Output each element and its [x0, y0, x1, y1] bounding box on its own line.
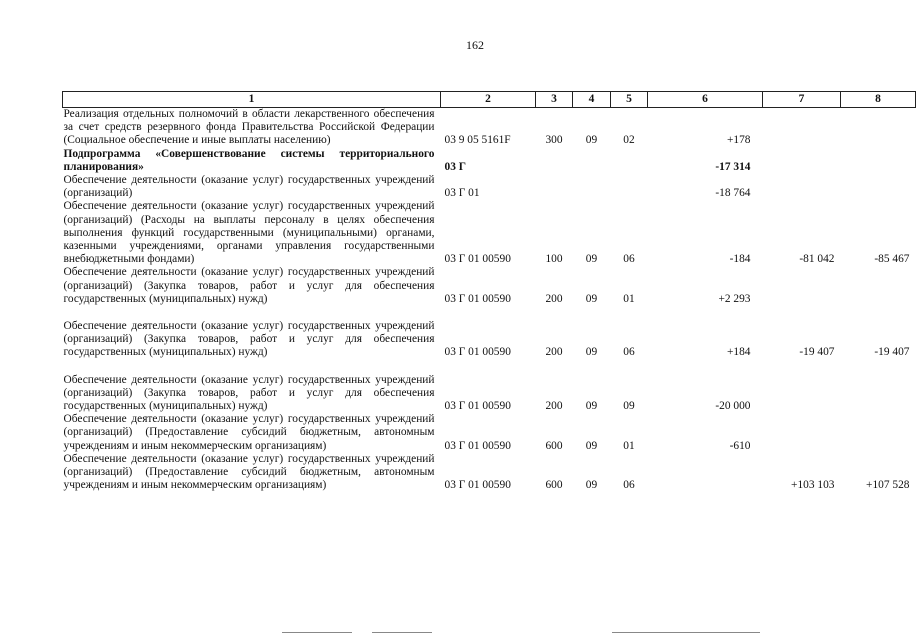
row-col5: 01: [623, 439, 635, 452]
column-header: 7: [763, 92, 841, 108]
row-col6: +2 293: [718, 292, 751, 305]
row-col8: [841, 374, 916, 414]
row-code: 03 Г: [444, 160, 466, 173]
column-header: 4: [573, 92, 611, 108]
row-code: 03 Г 01 00590: [444, 439, 511, 452]
column-header: 3: [536, 92, 573, 108]
column-header: 5: [611, 92, 648, 108]
row-col3: [536, 174, 573, 200]
row-col8: [841, 266, 916, 306]
row-col6: -610: [729, 439, 751, 452]
row-col6: +184: [726, 346, 751, 359]
spacer-cell: [63, 360, 916, 374]
row-col7: [763, 266, 841, 306]
table-header-row: [63, 92, 916, 108]
row-col8: -19 407: [874, 346, 910, 359]
row-col6: -17 314: [715, 160, 751, 173]
column-header: 2: [441, 92, 536, 108]
row-col4: 09: [585, 346, 598, 359]
page-number: 162: [466, 38, 484, 52]
row-col8: [841, 413, 916, 453]
row-code: 03 Г 01 00590: [444, 292, 511, 305]
row-col8: +107 528: [866, 479, 910, 492]
row-col4: 09: [585, 253, 598, 266]
row-col4: [573, 174, 611, 200]
row-col5: 06: [623, 253, 635, 266]
table-row: [63, 266, 916, 306]
row-col4: 09: [585, 134, 598, 147]
row-code: 03 Г 01 00590: [444, 253, 511, 266]
row-col3: [536, 148, 573, 174]
budget-table: [62, 91, 916, 492]
row-col3: 600: [545, 479, 563, 492]
row-name: Обеспечение деятельности (оказание услуг) государственных учреждений (организаций) (Предоставление субсидий бюджетным, автономным учреждениям и иным некоммерческим организациям): [63, 413, 435, 452]
row-col8: -85 467: [874, 253, 910, 266]
row-code: 03 9 05 5161F: [444, 134, 511, 147]
row-col6: +178: [726, 134, 751, 147]
row-col5: 09: [623, 400, 635, 413]
row-col3: 200: [545, 346, 563, 359]
footer-rule-left: [282, 632, 352, 633]
row-col7: -19 407: [799, 346, 835, 359]
row-col7: [763, 374, 841, 414]
row-col4: 09: [585, 479, 598, 492]
row-col5: 06: [623, 479, 635, 492]
row-name: Обеспечение деятельности (оказание услуг) государственных учреждений (организаций) (Расходы на выплаты персоналу в целях обеспечения выполнения функций государственными (муниципальными) органами, казенными учреждениями, органами управления государственными внебюджетными фондами): [63, 200, 435, 266]
table-row: [63, 320, 916, 360]
row-col5: 06: [623, 346, 635, 359]
row-code: 03 Г 01 00590: [444, 400, 511, 413]
row-spacer: [63, 360, 916, 374]
table-body: [63, 108, 916, 493]
row-col7: [763, 148, 841, 174]
row-col7: [763, 174, 841, 200]
row-col4: 09: [585, 439, 598, 452]
row-name: Реализация отдельных полномочий в области лекарственного обеспечения за счет средств резервного фонда Правительства Российской Федерации (Социальное обеспечение и иные выплаты населению): [63, 108, 435, 147]
row-col5: 02: [623, 134, 635, 147]
table-row: [63, 453, 916, 493]
row-col6: -20 000: [715, 400, 751, 413]
row-col8: [841, 174, 916, 200]
row-name: Обеспечение деятельности (оказание услуг) государственных учреждений (организаций) (Закупка товаров, работ и услуг для обеспечения государственных (муниципальных) нужд): [63, 320, 435, 359]
column-header: 1: [63, 92, 441, 108]
row-col3: 300: [545, 134, 563, 147]
row-col6: -184: [729, 253, 751, 266]
row-col7: [763, 413, 841, 453]
spacer-cell: [63, 306, 916, 320]
footer-rule-mid: [372, 632, 432, 633]
row-col8: [841, 148, 916, 174]
table-row: [63, 413, 916, 453]
row-code: 03 Г 01: [444, 187, 480, 200]
table-row: [63, 174, 916, 200]
table-row: [63, 200, 916, 266]
row-name: Обеспечение деятельности (оказание услуг) государственных учреждений (организаций) (Закупка товаров, работ и услуг для обеспечения государственных (муниципальных) нужд): [63, 373, 435, 413]
row-col3: 200: [545, 400, 563, 413]
row-col5: [611, 148, 648, 174]
row-col4: [573, 148, 611, 174]
row-col3: 100: [545, 253, 563, 266]
row-col3: 200: [545, 292, 563, 305]
row-col6: -18 764: [715, 187, 751, 200]
row-col5: 01: [623, 292, 635, 305]
row-col3: 600: [545, 439, 563, 452]
row-col7: +103 103: [791, 479, 835, 492]
table-row: [63, 374, 916, 414]
row-col4: 09: [585, 400, 598, 413]
column-header: 8: [841, 92, 916, 108]
table-row: [63, 108, 916, 148]
row-col5: [611, 174, 648, 200]
row-col8: [841, 108, 916, 148]
row-name: Обеспечение деятельности (оказание услуг) государственных учреждений (организаций) (Предоставление субсидий бюджетным, автономным учреждениям и иным некоммерческим организациям): [63, 452, 435, 492]
row-col4: 09: [585, 292, 598, 305]
row-spacer: [63, 306, 916, 320]
row-col6: [648, 453, 763, 493]
row-code: 03 Г 01 00590: [444, 346, 511, 359]
row-name: Обеспечение деятельности (оказание услуг) государственных учреждений (организаций) (Закупка товаров, работ и услуг для обеспечения государственных (муниципальных) нужд): [63, 266, 435, 305]
row-name: Обеспечение деятельности (оказание услуг) государственных учреждений (организаций): [63, 174, 435, 200]
row-col7: [763, 108, 841, 148]
footer-rule-right: [612, 632, 760, 633]
row-name: Подпрограмма «Совершенствование системы территориального планирования»: [63, 147, 435, 173]
table-row: [63, 148, 916, 174]
row-col7: -81 042: [799, 253, 835, 266]
column-header: 6: [648, 92, 763, 108]
row-code: 03 Г 01 00590: [444, 479, 511, 492]
